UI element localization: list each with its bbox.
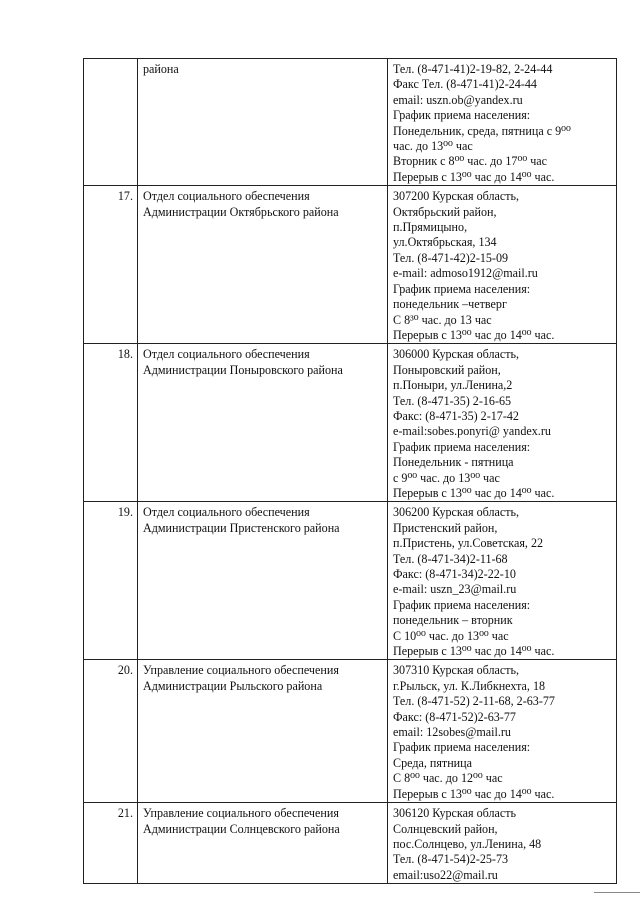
info-line: п.Прямицыно,: [393, 220, 468, 235]
info-line: Понедельник - пятница: [393, 455, 514, 470]
email-text: email: uszn.ob@yandex.ru: [393, 92, 523, 107]
info-line: г.Рыльск, ул. К.Либкнехта, 18: [393, 678, 546, 693]
email-text: email: 12sobes@mail.ru: [393, 725, 511, 740]
info-line: Факс Тел. (8-471-41)2-24-44: [393, 77, 537, 92]
info-line: График приема населения:: [393, 597, 531, 612]
info-line: 307310 Курская область,: [393, 663, 520, 678]
department-name: [138, 803, 388, 884]
department-name: [138, 344, 388, 502]
info-line: График приема населения:: [393, 740, 531, 755]
info-line: Перерыв с 13⁰⁰ час до 14⁰⁰ час.: [393, 327, 555, 342]
row-number: 21.: [84, 803, 138, 884]
table-row: [84, 186, 617, 344]
page-edge-mark: [594, 892, 640, 893]
name-line: Управление социального обеспечения: [143, 806, 339, 821]
contact-info: [388, 803, 617, 884]
info-line: С 10⁰⁰ час. до 13⁰⁰ час: [393, 628, 509, 643]
info-line: Тел. (8-471-34)2-11-68: [393, 551, 508, 566]
row-number: [84, 59, 138, 186]
row-number: 18.: [84, 344, 138, 502]
info-line: Поныровский район,: [393, 362, 501, 377]
info-line: ул.Октябрьская, 134: [393, 235, 497, 250]
info-line: Солнцевский район,: [393, 821, 498, 836]
info-line: Тел. (8-471-52) 2-11-68, 2-63-77: [393, 694, 555, 709]
info-line: Тел. (8-471-54)2-25-73: [393, 852, 509, 867]
info-line: Пристенский район,: [393, 520, 498, 535]
table-row: [84, 344, 617, 502]
name-line: Администрации Октябрьского района: [143, 204, 339, 219]
info-line: час. до 13⁰⁰ час: [393, 139, 473, 154]
department-name: [138, 660, 388, 803]
contact-info: [388, 502, 617, 660]
email-text: e-mail:sobes.ponyri@ yandex.ru: [393, 424, 551, 439]
info-line: Понедельник, среда, пятница с 9⁰⁰: [393, 123, 571, 138]
info-line: Тел. (8-471-41)2-19-82, 2-24-44: [393, 62, 553, 76]
info-line: С 8⁰⁰ час. до 12⁰⁰ час: [393, 771, 503, 786]
contact-info: [388, 59, 617, 186]
table-row: [84, 502, 617, 660]
info-line: 306200 Курская область,: [393, 505, 520, 520]
info-line: Факс: (8-471-35) 2-17-42: [393, 408, 519, 423]
info-line: Октябрьский район,: [393, 204, 497, 219]
email-text: e-mail: uszn_23@mail.ru: [393, 582, 517, 597]
info-line: понедельник –четверг: [393, 297, 507, 312]
info-line: Перерыв с 13⁰⁰ час до 14⁰⁰ час.: [393, 485, 555, 500]
info-line: Тел. (8-471-35) 2-16-65: [393, 393, 512, 408]
info-line: с 9⁰⁰ час. до 13⁰⁰ час: [393, 470, 500, 485]
contact-info: [388, 660, 617, 803]
name-line: Отдел социального обеспечения: [143, 505, 310, 520]
name-line: Отдел социального обеспечения: [143, 189, 310, 204]
name-line: района: [143, 62, 179, 76]
department-name: [138, 186, 388, 344]
name-line: Администрации Солнцевского района: [143, 821, 340, 836]
contact-info: [388, 344, 617, 502]
info-line: С 8³⁰ час. до 13 час: [393, 312, 492, 327]
info-line: Факс: (8-471-52)2-63-77: [393, 709, 516, 724]
table-body: [84, 59, 617, 884]
info-line: График приема населения:: [393, 108, 531, 123]
info-line: 306000 Курская область,: [393, 347, 520, 362]
info-line: п.Пристень, ул.Советская, 22: [393, 536, 544, 551]
name-line: Администрации Поныровского района: [143, 362, 343, 377]
row-number: 20.: [84, 660, 138, 803]
info-line: Перерыв с 13⁰⁰ час до 14⁰⁰ час.: [393, 644, 555, 659]
info-line: График приема населения:: [393, 439, 531, 454]
info-line: п.Поныри, ул.Ленина,2: [393, 378, 513, 393]
name-line: Отдел социального обеспечения: [143, 347, 310, 362]
row-number: 17.: [84, 186, 138, 344]
department-name: [138, 502, 388, 660]
info-line: пос.Солнцево, ул.Ленина, 48: [393, 836, 542, 851]
email-text: email:uso22@mail.ru: [393, 867, 498, 882]
info-line: Факс: (8-471-34)2-22-10: [393, 567, 516, 581]
info-line: 307200 Курская область,: [393, 189, 520, 204]
info-line: Тел. (8-471-42)2-15-09: [393, 250, 509, 265]
info-line: 306120 Курская область: [393, 806, 517, 821]
email-text: e-mail: admoso1912@mail.ru: [393, 266, 538, 281]
departments-table: [83, 58, 617, 884]
table-row: [84, 660, 617, 803]
row-number: 19.: [84, 502, 138, 660]
info-line: Перерыв с 13⁰⁰ час до 14⁰⁰ час.: [393, 786, 555, 801]
name-line: Администрации Рыльского района: [143, 678, 323, 693]
table-row: [84, 803, 617, 884]
info-line: Вторник с 8⁰⁰ час. до 17⁰⁰ час: [393, 154, 548, 169]
table-row: [84, 59, 617, 186]
contact-info: [388, 186, 617, 344]
info-line: Перерыв с 13⁰⁰ час до 14⁰⁰ час.: [393, 169, 555, 184]
info-line: понедельник – вторник: [393, 613, 513, 628]
info-line: Среда, пятница: [393, 755, 472, 770]
name-line: Администрации Пристенского района: [143, 520, 340, 535]
name-line: Управление социального обеспечения: [143, 663, 339, 678]
info-line: График приема населения:: [393, 281, 531, 296]
department-name: [138, 59, 388, 186]
